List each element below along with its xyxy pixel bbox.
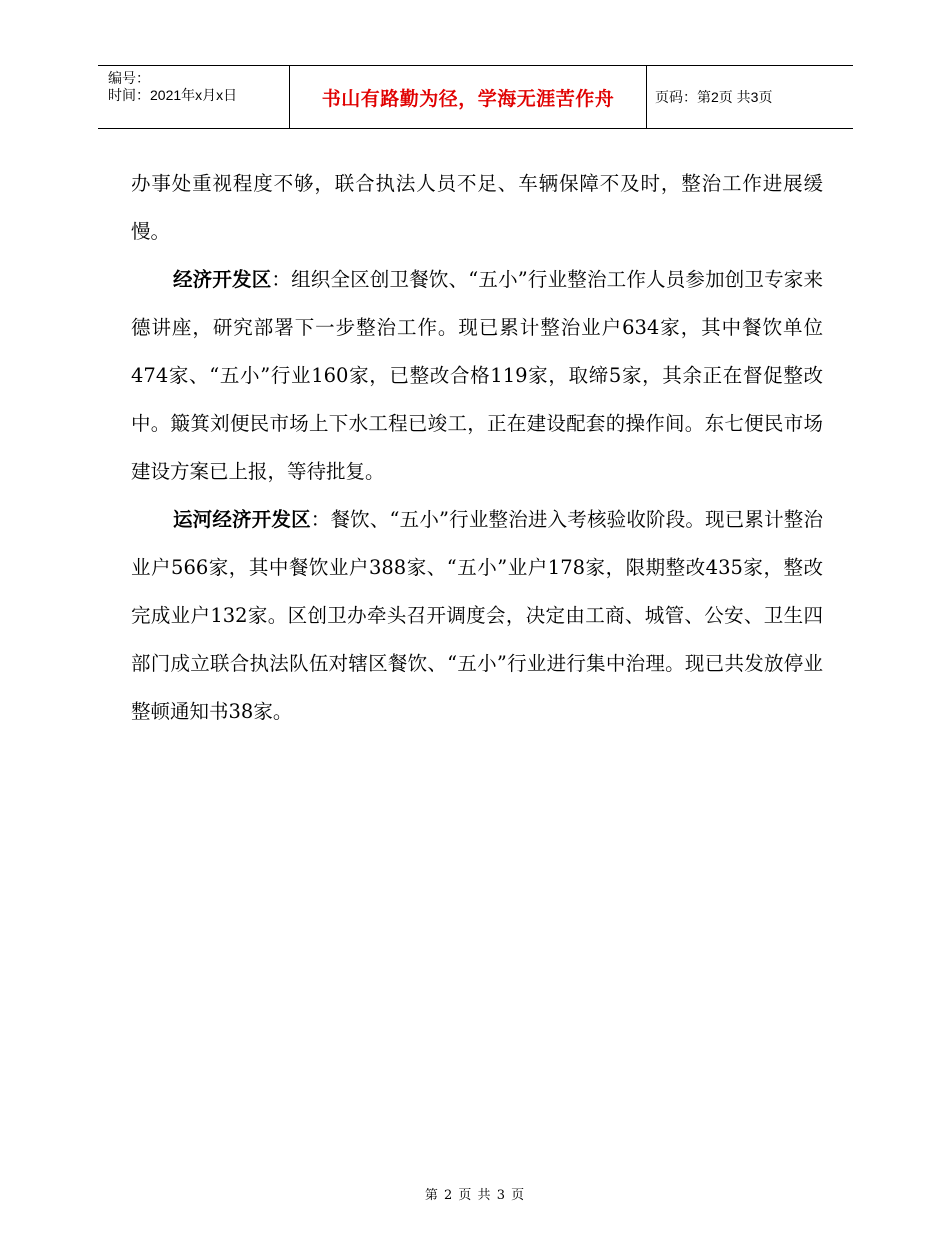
header-page-info: 页码：第2页 共3页 — [655, 89, 773, 105]
document-time: 时间：2021年x月x日 — [108, 87, 238, 103]
page-header — [98, 65, 853, 129]
paragraph-heading: 运河经济开发区 — [173, 508, 311, 531]
document-body — [131, 160, 823, 736]
paragraph-heading: 经济开发区 — [173, 268, 272, 291]
body-paragraph — [131, 160, 823, 256]
document-number-label: 编号： — [108, 70, 150, 86]
paragraph-text: ：餐饮、“五小”行业整治进入考核验收阶段。现已累计整治业户566家，其中餐饮业户388家、“五小”业户178家，限期整改435家，整改完成业户132家。区创卫办牵头召开调度会，决定由工商、城管、公安、卫生四部门成立联合执法队伍对辖区餐饮、“五小”行业进行集中治理。现已共发放停业整顿通知书38家。 — [131, 508, 823, 723]
body-paragraph — [131, 496, 823, 736]
header-motto: 书山有路勤为径，学海无涯苦作舟 — [290, 66, 647, 128]
body-paragraph — [131, 256, 823, 496]
paragraph-text: 办事处重视程度不够，联合执法人员不足、车辆保障不及时，整治工作进展缓慢。 — [131, 172, 823, 243]
paragraph-text: ：组织全区创卫餐饮、“五小”行业整治工作人员参加创卫专家来德讲座，研究部署下一步整治工作。现已累计整治业户634家，其中餐饮单位474家、“五小”行业160家，已整改合格119家，取缔5家，其余正在督促整改中。簸箕刘便民市场上下水工程已竣工，正在建设配套的操作间。东七便民市场建设方案已上报，等待批复。 — [131, 268, 823, 483]
page-footer: 第 2 页 共 3 页 — [424, 1188, 526, 1203]
header-meta — [98, 66, 290, 128]
